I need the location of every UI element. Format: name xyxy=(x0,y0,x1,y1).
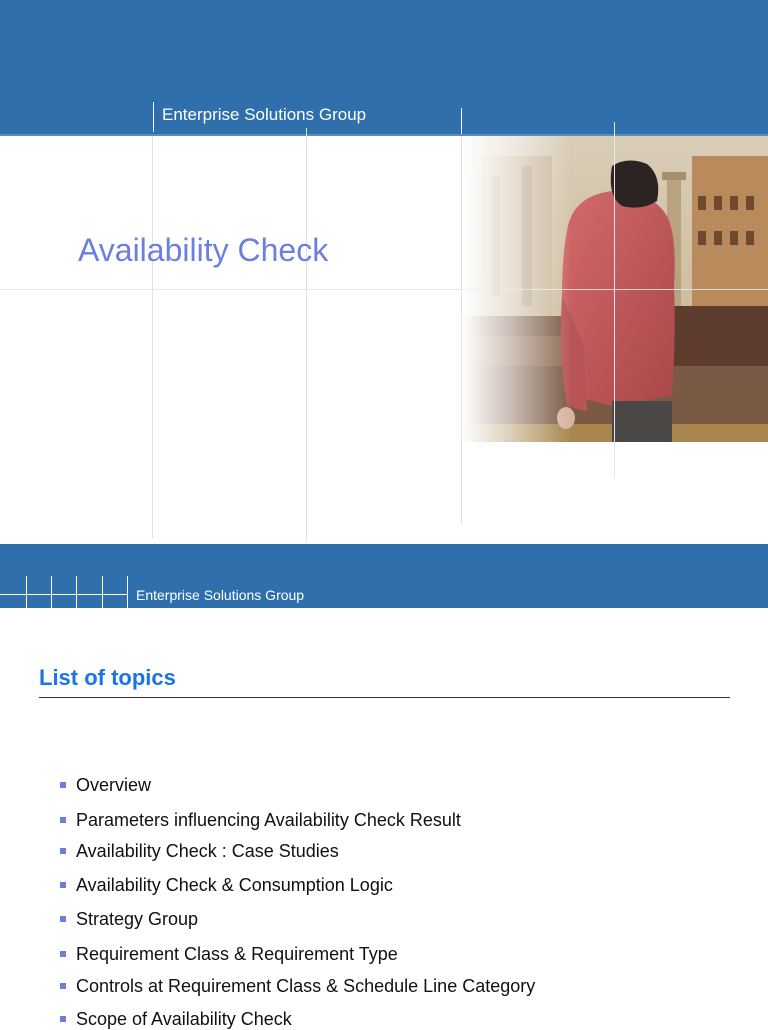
topic-label: Scope of Availability Check xyxy=(76,1009,292,1029)
band-grid-line xyxy=(127,576,128,608)
topic-label: Controls at Requirement Class & Schedule Line Category xyxy=(76,976,536,996)
square-bullet-icon xyxy=(60,916,66,922)
header-org-name: Enterprise Solutions Group xyxy=(162,105,367,124)
band-grid-line xyxy=(0,594,128,595)
topic-label: Availability Check : Case Studies xyxy=(76,841,339,861)
grid-line xyxy=(462,289,768,290)
band-grid-line xyxy=(102,576,103,608)
header-divider xyxy=(153,102,154,132)
square-bullet-icon xyxy=(60,983,66,989)
square-bullet-icon xyxy=(60,782,66,788)
grid-line xyxy=(306,128,307,542)
header-band xyxy=(0,0,768,134)
square-bullet-icon xyxy=(60,882,66,888)
band-grid-line xyxy=(51,576,52,608)
slide-title: Availability Check xyxy=(78,232,329,268)
section-title-underline xyxy=(39,697,730,698)
square-bullet-icon xyxy=(60,817,66,823)
grid-line xyxy=(152,136,153,538)
header-divider xyxy=(461,108,462,134)
band-grid-line xyxy=(76,576,77,608)
band-grid-line xyxy=(26,576,27,608)
topic-label: Requirement Class & Requirement Type xyxy=(76,944,398,964)
topics-header-band xyxy=(0,544,768,608)
topic-label: Availability Check & Consumption Logic xyxy=(76,875,393,895)
square-bullet-icon xyxy=(60,951,66,957)
square-bullet-icon xyxy=(60,848,66,854)
grid-line xyxy=(614,122,615,478)
topic-label: Parameters influencing Availability Check Result xyxy=(76,810,461,830)
band-org-name: Enterprise Solutions Group xyxy=(136,587,305,603)
square-bullet-icon xyxy=(60,1016,66,1022)
topic-label: Overview xyxy=(76,775,152,795)
section-title: List of topics xyxy=(39,665,176,690)
topic-label: Strategy Group xyxy=(76,909,199,929)
